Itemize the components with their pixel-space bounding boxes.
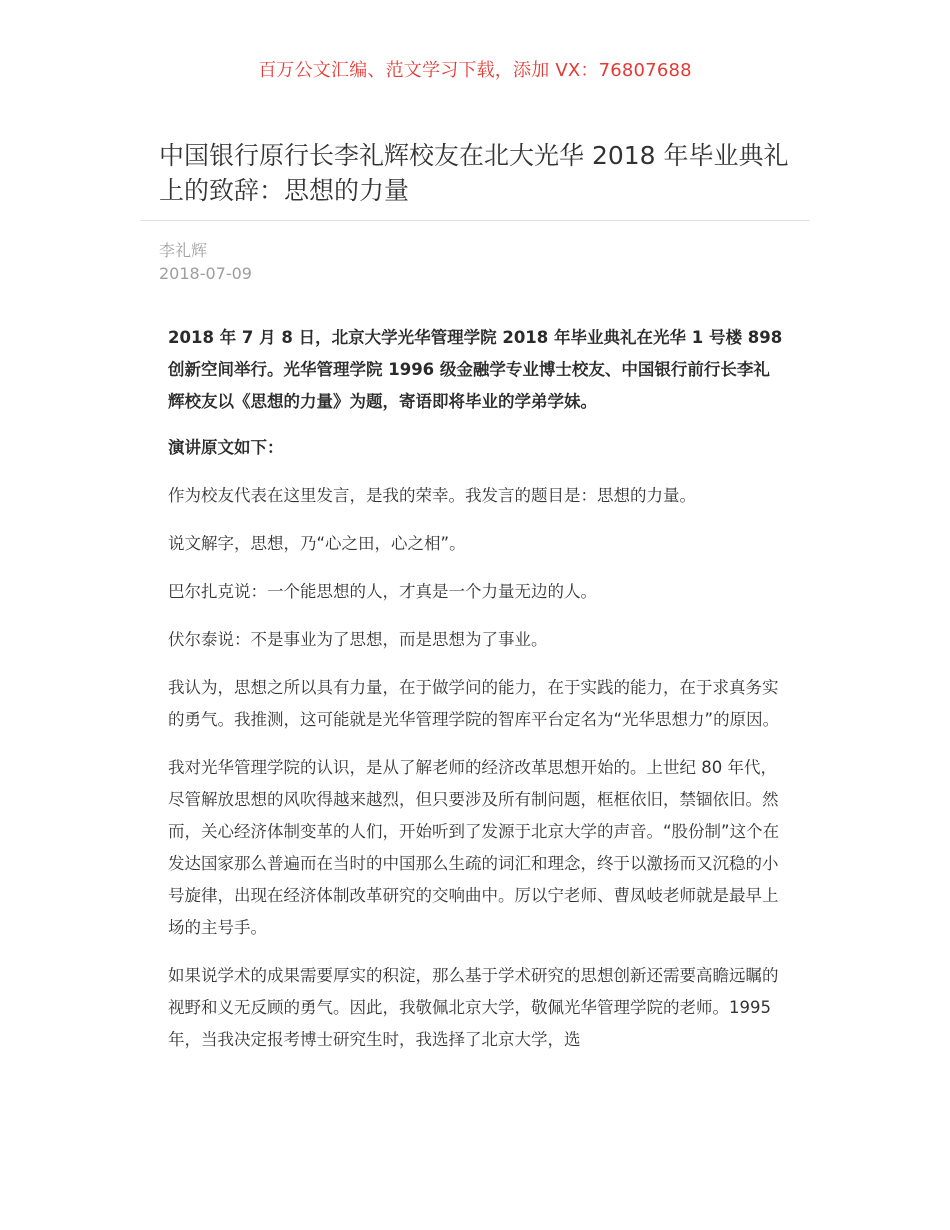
article-meta	[159, 239, 252, 285]
article-date: 2018-07-09	[159, 264, 252, 283]
body-paragraph: 说文解字，思想，乃“心之田，心之相”。	[168, 534, 466, 553]
promo-banner: 百万公文汇编、范文学习下载，添加 VX：76807688	[258, 60, 692, 81]
body-paragraph: 作为校友代表在这里发言，是我的荣幸。我发言的题目是：思想的力量。	[168, 486, 696, 505]
article-title: 中国银行原行长李礼辉校友在北大光华 2018 年毕业典礼上的致辞：思想的力量	[159, 141, 789, 205]
body-paragraph: 如果说学术的成果需要厚实的积淀，那么基于学术研究的思想创新还需要高瞻远瞩的视野和义无反顾的勇气。因此，我敬佩北京大学，敬佩光华管理学院的老师。1995 年，当我决定报考博士研究生时，我选择了北京大学，选	[168, 966, 779, 1049]
lead-paragraph: 2018 年 7 月 8 日，北京大学光华管理学院 2018 年毕业典礼在光华 1 号楼 898 创新空间举行。光华管理学院 1996 级金融学专业博士校友、中国银行前行长李礼辉校友以《思想的力量》为题，寄语即将毕业的学弟学妹。	[168, 328, 783, 411]
speech-heading: 演讲原文如下：	[168, 438, 284, 457]
body-paragraph: 伏尔泰说：不是事业为了思想，而是思想为了事业。	[168, 630, 548, 649]
body-paragraph: 巴尔扎克说：一个能思想的人，才真是一个力量无边的人。	[168, 582, 597, 601]
body-paragraph: 我认为，思想之所以具有力量，在于做学问的能力，在于实践的能力，在于求真务实的勇气。我推测，这可能就是光华管理学院的智库平台定名为“光华思想力”的原因。	[168, 678, 780, 729]
article-author: 李礼辉	[159, 241, 208, 260]
title-divider	[140, 220, 810, 221]
article-body	[168, 322, 784, 1072]
body-paragraph: 我对光华管理学院的认识，是从了解老师的经济改革思想开始的。上世纪 80 年代，尽管解放思想的风吹得越来越烈，但只要涉及所有制问题，框框依旧，禁锢依旧。然而，关心经济体制变革的人们，开始听到了发源于北京大学的声音。“股份制”这个在发达国家那么普遍而在当时的中国那么生疏的词汇和理念，终于以激扬而又沉稳的小号旋律，出现在经济体制改革研究的交响曲中。厉以宁老师、曹凤岐老师就是最早上场的主号手。	[168, 758, 780, 937]
